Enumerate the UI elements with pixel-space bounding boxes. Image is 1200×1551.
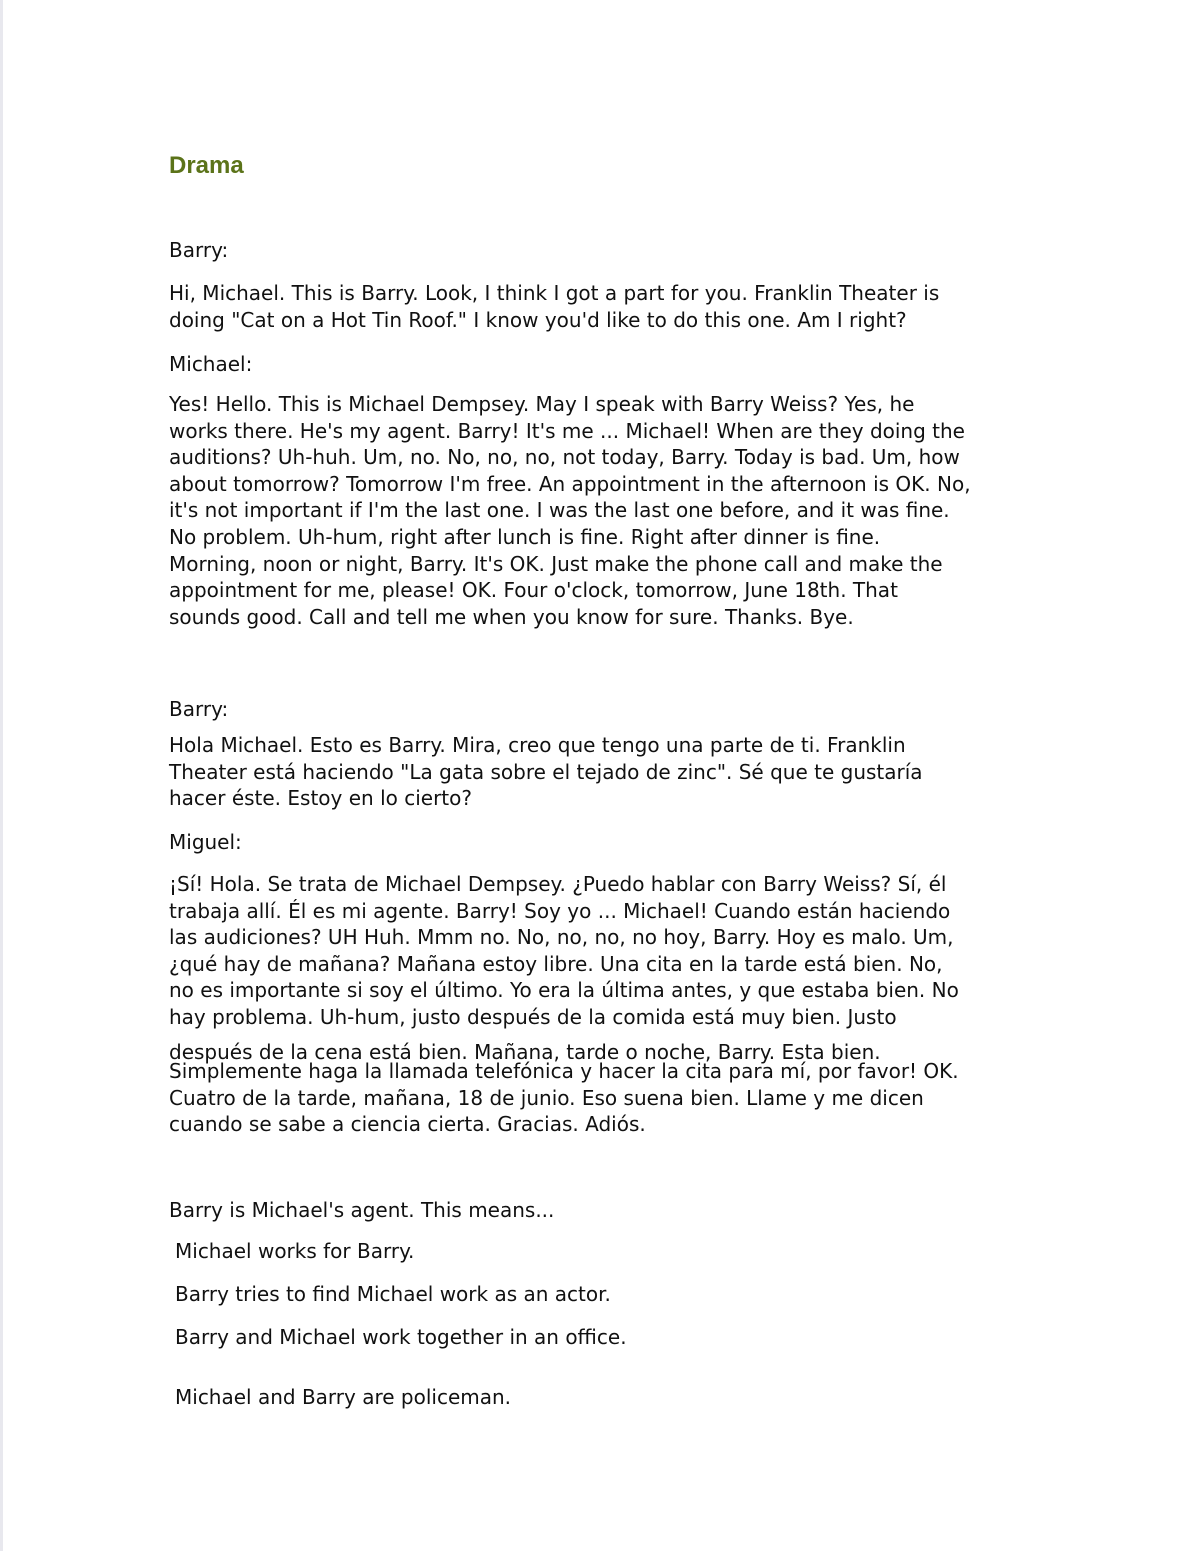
page-title: Drama <box>169 152 244 179</box>
spanish-speaker-barry: Barry: <box>169 697 229 721</box>
english-line-michael: Yes! Hello. This is Michael Dempsey. May I speak with Barry Weiss? Yes, he works there. He's my agent. Barry! It's me ... Michael! When are they doing the auditions? Uh-huh. Um, no. No, no, no, not today, Barry. Today is bad. Um, how about tomorrow? Tomorrow I'm free. An appointment in the afternoon is OK. No, it's not important if I'm the last one. I was the last one before, and it was fine. No problem. Uh-hum, right after lunch is fine. Right after dinner is fine. Morning, noon or night, Barry. It's OK. Just make the phone call and make the appointment for me, please! OK. Four o'clock, tomorrow, June 18th. That sounds good. Call and tell me when you know for sure. Thanks. Bye. <box>169 392 971 629</box>
spanish-line-barry: Hola Michael. Esto es Barry. Mira, creo que tengo una parte de ti. Franklin Theater está haciendo "La gata sobre el tejado de zinc". Sé que te gustaría hacer éste. Estoy en lo cierto? <box>169 733 923 811</box>
answer-option[interactable]: Michael works for Barry. <box>175 1239 415 1263</box>
english-line-barry: Hi, Michael. This is Barry. Look, I think I got a part for you. Franklin Theater is doing "Cat on a Hot Tin Roof." I know you'd like to do this one. Am I right? <box>169 281 940 332</box>
spanish-line-miguel-part1: ¡Sí! Hola. Se trata de Michael Dempsey. ¿Puedo hablar con Barry Weiss? Sí, él trabaja allí. Él es mi agente. Barry! Soy yo ... Michael! Cuando están haciendo las audiciones? UH Huh. Mmm no. No, no, no, no hoy, Barry. Hoy es malo. Um, ¿qué hay de mañana? Mañana estoy libre. Una cita en la tarde está bien. No, no es importante si soy el último. Yo era la última antes, y que estaba bien. No hay problema. Uh-hum, justo después de la comida está muy bien. Justo <box>169 872 959 1029</box>
spanish-line-miguel-part2: después de la cena está bien. Mañana, tarde o noche, Barry. Esta bien. <box>169 1040 881 1064</box>
answer-option[interactable]: Barry and Michael work together in an office. <box>175 1325 627 1349</box>
page-edge <box>0 0 3 1551</box>
question-prompt: Barry is Michael's agent. This means... <box>169 1198 555 1222</box>
spanish-line-miguel-part3: Simplemente haga la llamada telefónica y hacer la cita para mí, por favor! OK. Cuatro de la tarde, mañana, 18 de junio. Eso suena bien. Llame y me dicen cuando se sabe a ciencia cierta. Gracias. Adiós. <box>169 1059 959 1137</box>
answer-option[interactable]: Barry tries to find Michael work as an actor. <box>175 1282 611 1306</box>
english-speaker-barry: Barry: <box>169 238 229 262</box>
answer-option[interactable]: Michael and Barry are policeman. <box>175 1385 512 1409</box>
spanish-speaker-miguel: Miguel: <box>169 830 242 854</box>
english-speaker-michael: Michael: <box>169 352 253 376</box>
